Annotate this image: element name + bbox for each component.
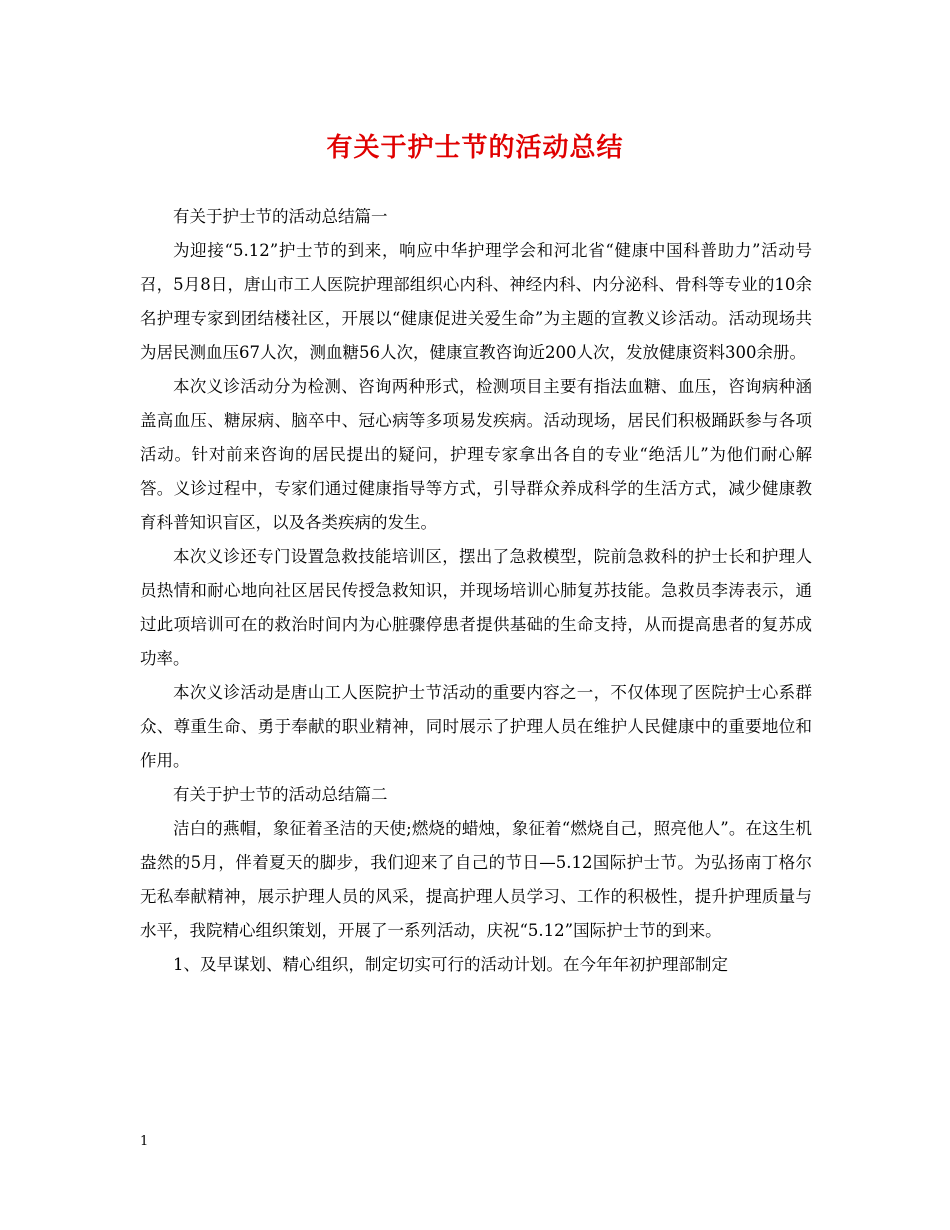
body-paragraph: 为迎接“5.12”护士节的到来，响应中华护理学会和河北省“健康中国科普助力”活动号召，5月8日，唐山市工人医院护理部组织心内科、神经内科、内分泌科、骨科等专业的10余名护理专家到团结楼社区，开展以“健康促进关爱生命”为主题的宣教义诊活动。活动现场共为居民测血压67人次，测血糖56人次，健康宣教咨询近200人次，发放健康资料300余册。	[140, 241, 812, 362]
body-paragraph: 本次义诊活动分为检测、咨询两种形式，检测项目主要有指法血糖、血压，咨询病种涵盖高血压、糖尿病、脑卒中、冠心病等多项易发疾病。活动现场，居民们积极踊跃参与各项活动。针对前来咨询的居民提出的疑问，护理专家拿出各自的专业“绝活儿”为他们耐心解答。义诊过程中，专家们通过健康指导等方式，引导群众养成科学的生活方式，减少健康教育科普知识盲区，以及各类疾病的发生。	[140, 377, 812, 532]
page-number: 1	[140, 1134, 149, 1149]
section-heading-1: 有关于护士节的活动总结篇一	[173, 207, 388, 226]
body-paragraph: 1、及早谋划、精心组织，制定切实可行的活动计划。在今年年初护理部制定	[173, 955, 728, 974]
document-body	[140, 200, 812, 982]
section-heading-2: 有关于护士节的活动总结篇二	[173, 785, 388, 804]
body-paragraph: 本次义诊活动是唐山工人医院护士节活动的重要内容之一，不仅体现了医院护士心系群众、尊重生命、勇于奉献的职业精神，同时展示了护理人员在维护人民健康中的重要地位和作用。	[140, 683, 812, 770]
document-title: 有关于护士节的活动总结	[326, 133, 624, 163]
body-paragraph: 洁白的燕帽，象征着圣洁的天使;燃烧的蜡烛，象征着“燃烧自己，照亮他人”。在这生机盎然的5月，伴着夏天的脚步，我们迎来了自己的节日—5.12国际护士节。为弘扬南丁格尔无私奉献精神，展示护理人员的风采，提高护理人员学习、工作的积极性，提升护理质量与水平，我院精心组织策划，开展了一系列活动，庆祝“5.12”国际护士节的到来。	[140, 819, 812, 940]
body-paragraph: 本次义诊还专门设置急救技能培训区，摆出了急救模型，院前急救科的护士长和护理人员热情和耐心地向社区居民传授急救知识，并现场培训心肺复苏技能。急救员李涛表示，通过此项培训可在的救治时间内为心脏骤停患者提供基础的生命支持，从而提高患者的复苏成功率。	[140, 547, 812, 668]
